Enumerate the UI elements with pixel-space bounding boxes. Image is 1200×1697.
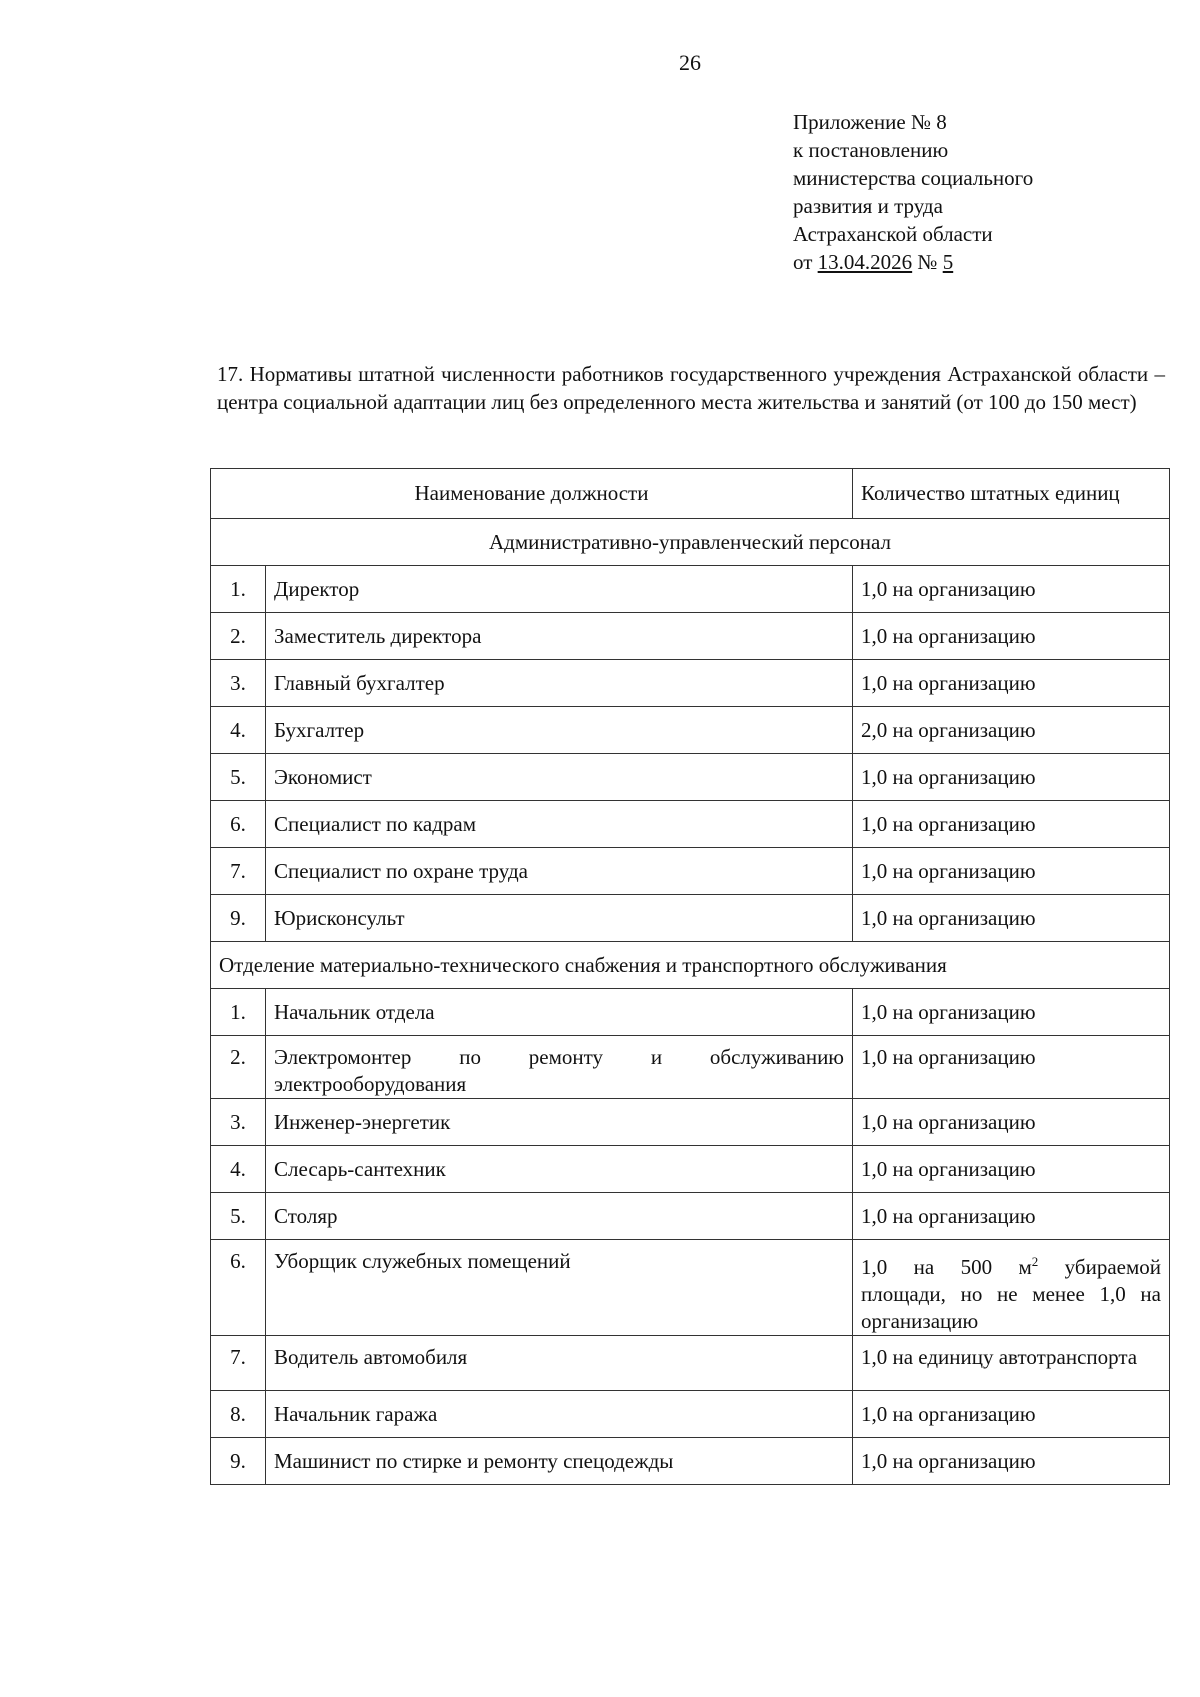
row-number: 4. <box>211 707 266 754</box>
staff-units: 1,0 на организацию <box>853 613 1170 660</box>
row-number: 1. <box>211 989 266 1036</box>
table-row <box>211 1036 1170 1099</box>
staff-units: 1,0 на организацию <box>853 1036 1170 1099</box>
staff-units: 1,0 на организацию <box>853 801 1170 848</box>
staff-units: 1,0 на организацию <box>853 566 1170 613</box>
table-row <box>211 801 1170 848</box>
section-row <box>211 519 1170 566</box>
table-row <box>211 1193 1170 1240</box>
table-row <box>211 989 1170 1036</box>
staff-units: 1,0 на организацию <box>853 895 1170 942</box>
position-name: Инженер-энергетик <box>266 1099 853 1146</box>
position-name: Электромонтер по ремонту и обслуживанию электрооборудования <box>266 1036 853 1099</box>
row-number: 1. <box>211 566 266 613</box>
staff-units: 1,0 на организацию <box>853 1146 1170 1193</box>
appendix-line: Приложение № 8 <box>793 110 947 134</box>
position-name: Юрисконсульт <box>266 895 853 942</box>
row-number: 9. <box>211 1438 266 1485</box>
table-row <box>211 660 1170 707</box>
position-name: Директор <box>266 566 853 613</box>
staff-units-part: убираемой площади, но не менее 1,0 на организацию <box>861 1255 1161 1333</box>
section-supply-title: Отделение материально-технического снабжения и транспортного обслуживания <box>211 942 1170 989</box>
staff-units: 1,0 на организацию <box>853 1391 1170 1438</box>
table-row <box>211 848 1170 895</box>
header-staff-units: Количество штатных единиц <box>853 469 1170 519</box>
table-row <box>211 754 1170 801</box>
table-header-row <box>211 469 1170 519</box>
decree-date: 13.04.2026 <box>817 250 913 274</box>
staff-units: 1,0 на организацию <box>853 1438 1170 1485</box>
staff-units-part: 1,0 на 500 м <box>861 1255 1032 1279</box>
position-name: Бухгалтер <box>266 707 853 754</box>
position-name: Слесарь-сантехник <box>266 1146 853 1193</box>
table-row <box>211 613 1170 660</box>
row-number: 6. <box>211 801 266 848</box>
table-row <box>211 1391 1170 1438</box>
staff-units: 1,0 на организацию <box>853 989 1170 1036</box>
position-name: Начальник гаража <box>266 1391 853 1438</box>
row-number: 6. <box>211 1240 266 1336</box>
row-number: 5. <box>211 1193 266 1240</box>
position-name: Экономист <box>266 754 853 801</box>
section-title: 17. Нормативы штатной численности работников государственного учреждения Астраханской области – центра социальной адаптации лиц без определенного места жительства и занятий (от 100 до 150 мест) <box>217 362 1165 414</box>
date-prefix: от <box>793 250 813 274</box>
section-admin-title: Административно-управленческий персонал <box>211 519 1170 566</box>
row-number: 7. <box>211 848 266 895</box>
position-name: Заместитель директора <box>266 613 853 660</box>
staff-units: 2,0 на организацию <box>853 707 1170 754</box>
position-name: Специалист по охране труда <box>266 848 853 895</box>
staff-units: 1,0 на организацию <box>853 754 1170 801</box>
row-number: 5. <box>211 754 266 801</box>
table-row <box>211 1336 1170 1391</box>
staff-units: 1,0 на организацию <box>853 1193 1170 1240</box>
position-name: Начальник отдела <box>266 989 853 1036</box>
appendix-line: Астраханской области <box>793 222 993 246</box>
row-number: 8. <box>211 1391 266 1438</box>
header-position-name: Наименование должности <box>211 469 853 519</box>
appendix-line: министерства социального <box>793 166 1034 190</box>
staff-units: 1,0 на организацию <box>853 1099 1170 1146</box>
row-number: 3. <box>211 1099 266 1146</box>
square-superscript: 2 <box>1031 1254 1039 1269</box>
decree-number: 5 <box>942 250 954 274</box>
appendix-line: к постановлению <box>793 138 949 162</box>
table-row <box>211 895 1170 942</box>
table-row <box>211 707 1170 754</box>
staff-units: 1,0 на единицу автотранспорта <box>853 1336 1170 1391</box>
row-number: 2. <box>211 1036 266 1099</box>
number-prefix: № <box>917 250 938 274</box>
table-row <box>211 1099 1170 1146</box>
position-name: Машинист по стирке и ремонту спецодежды <box>266 1438 853 1485</box>
position-name: Уборщик служебных помещений <box>266 1240 853 1336</box>
position-name: Столяр <box>266 1193 853 1240</box>
row-number: 3. <box>211 660 266 707</box>
appendix-header <box>793 108 1123 276</box>
appendix-line: развития и труда <box>793 194 943 218</box>
staff-table <box>210 468 1170 1485</box>
position-name: Главный бухгалтер <box>266 660 853 707</box>
table-row <box>211 1240 1170 1336</box>
table-row <box>211 566 1170 613</box>
page-number: 26 <box>679 50 701 75</box>
position-name: Водитель автомобиля <box>266 1336 853 1391</box>
row-number: 2. <box>211 613 266 660</box>
table-row <box>211 1438 1170 1485</box>
row-number: 4. <box>211 1146 266 1193</box>
table-row <box>211 1146 1170 1193</box>
staff-units: 1,0 на организацию <box>853 848 1170 895</box>
staff-units <box>853 1240 1170 1336</box>
section-row <box>211 942 1170 989</box>
appendix-date-line <box>793 248 1123 276</box>
row-number: 7. <box>211 1336 266 1391</box>
position-name: Специалист по кадрам <box>266 801 853 848</box>
row-number: 9. <box>211 895 266 942</box>
staff-units: 1,0 на организацию <box>853 660 1170 707</box>
